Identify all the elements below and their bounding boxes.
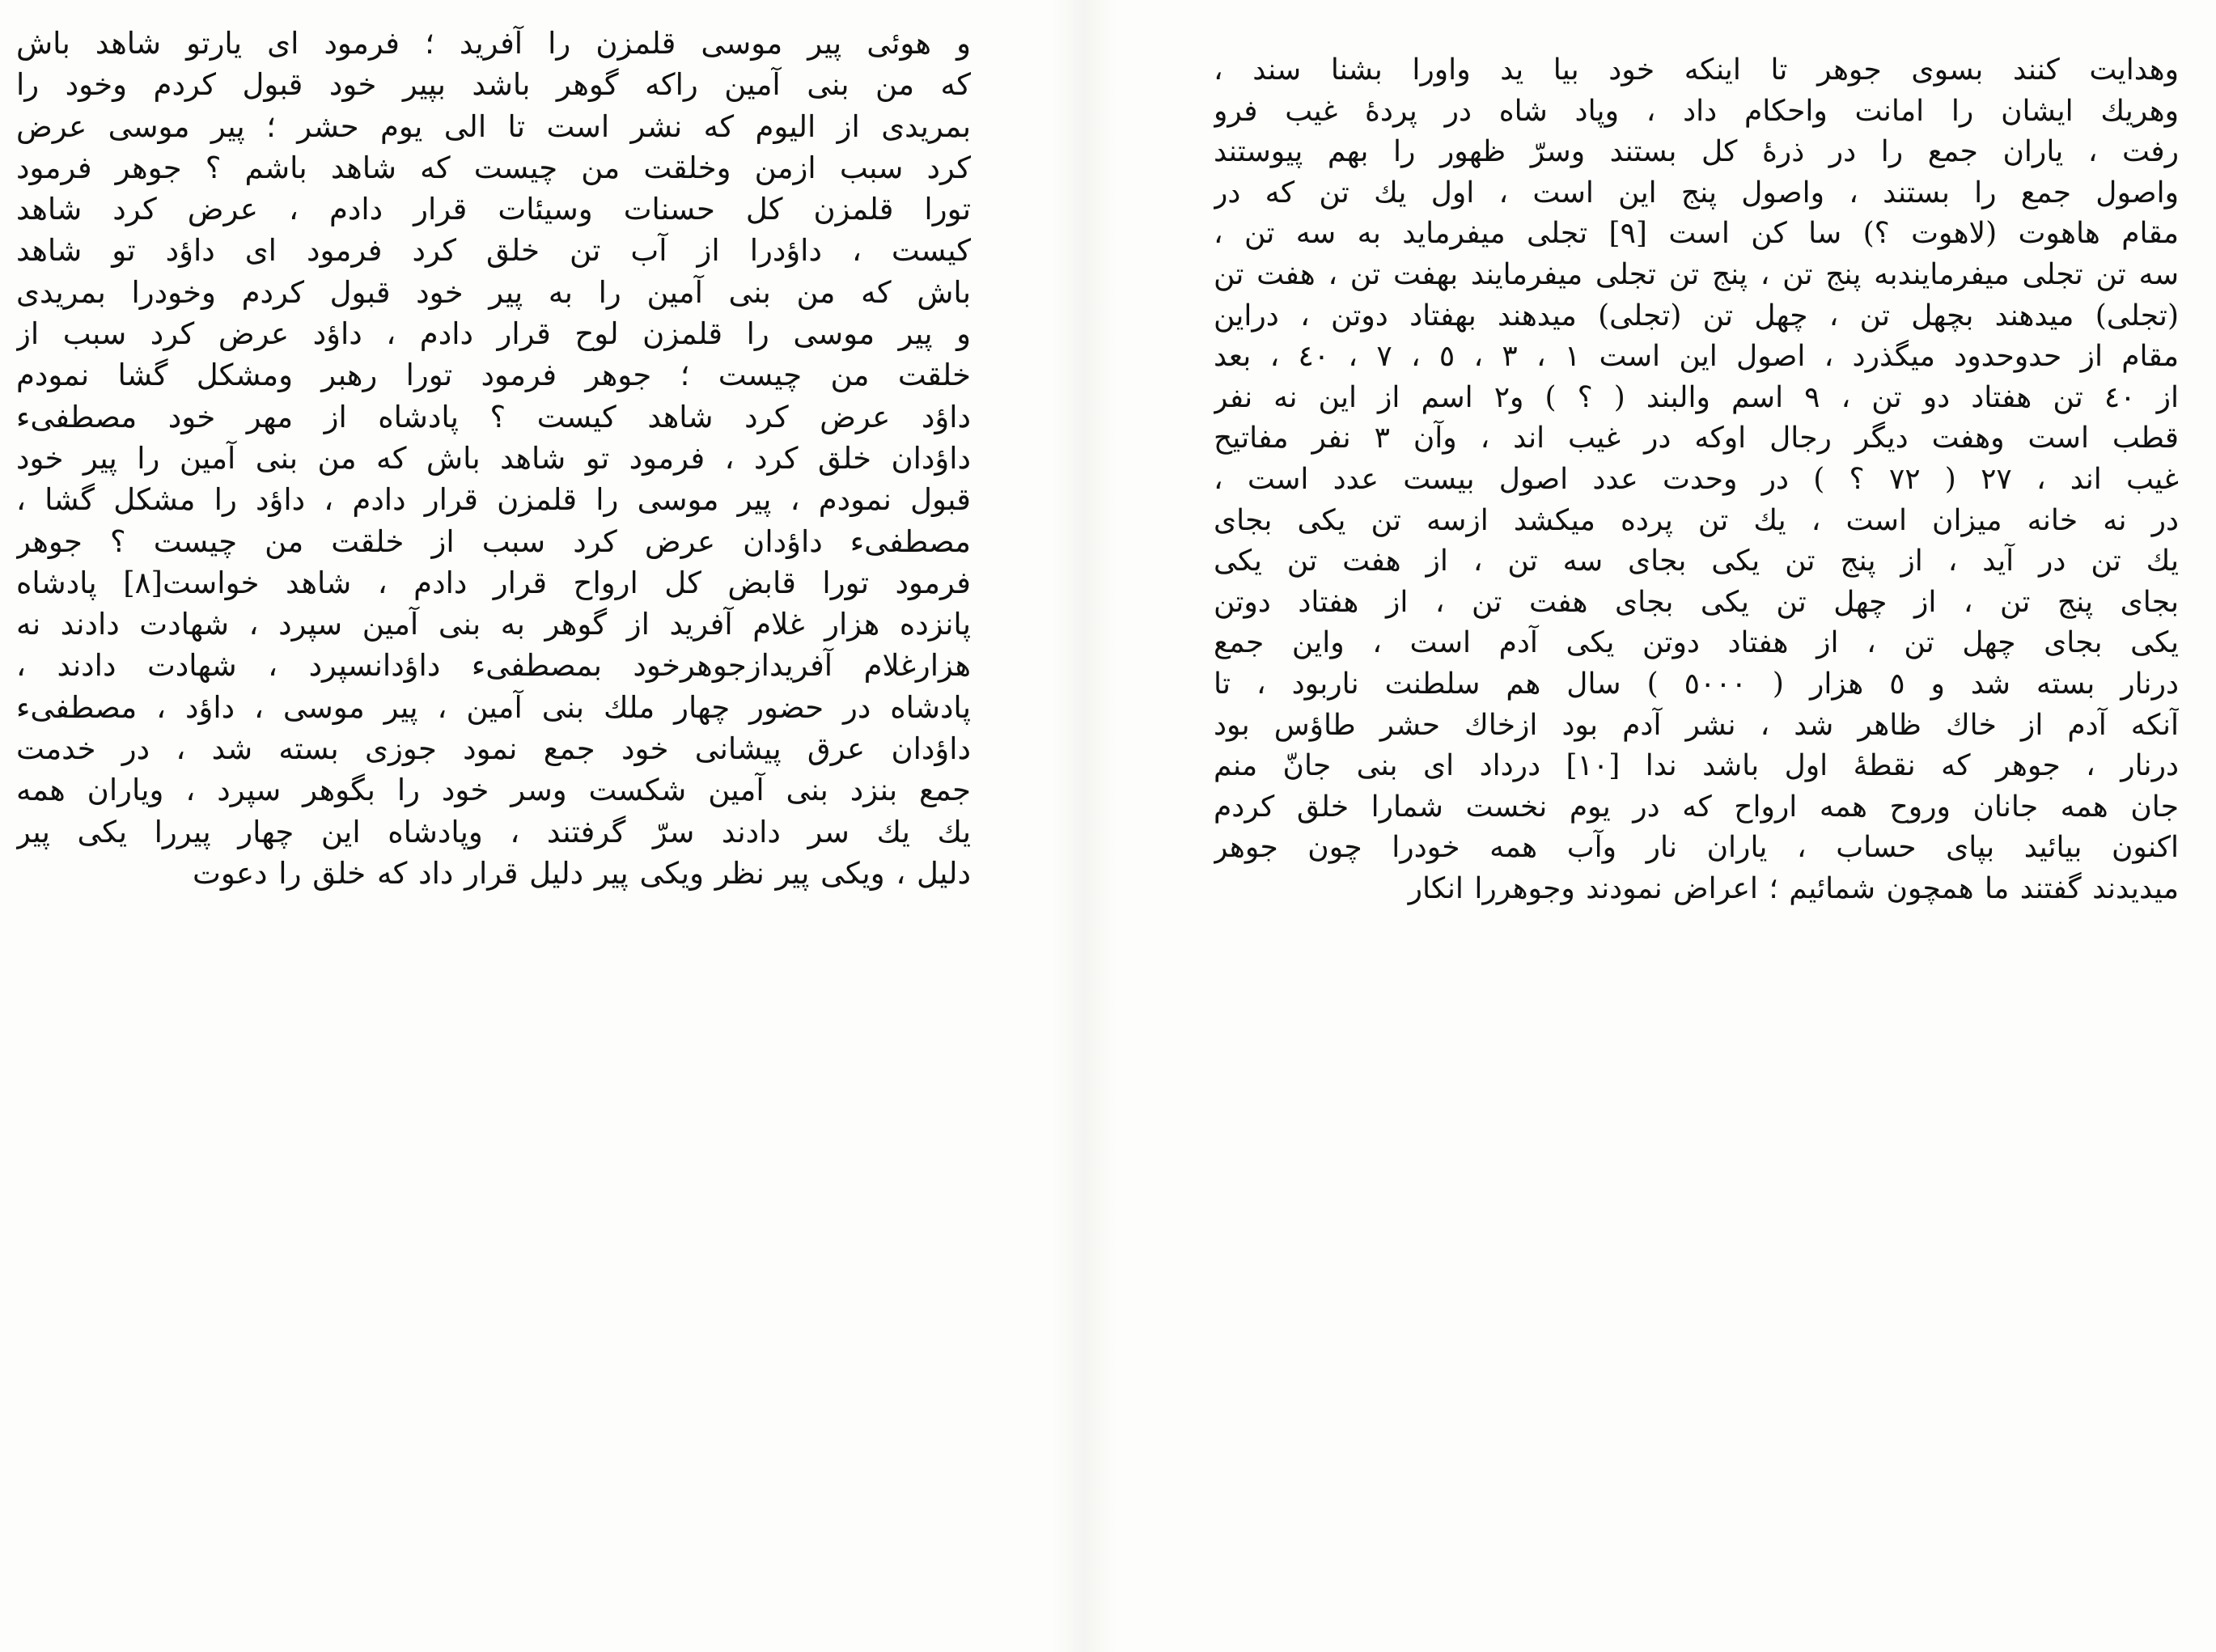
text-line: غيب اند ، ٢٧ ( ٧٢ ؟ ) در وحدت عدد اصول بيست عدد است ، [1214, 462, 2179, 496]
text-line: در نه خانه ميزان است ، يك تن پرده ميكشد ازسه تن يكى بجاى [1214, 503, 2179, 537]
text-line: پانزده هزار غلام آفريد از گوهر به بنى آمين سپرد ، شهادت دادند نه [16, 607, 971, 642]
text-line: وهريك ايشان را امانت واحكام داد ، وپاد شاه در پردهٔ غيب فرو [1214, 94, 2179, 128]
text-line: درنار ، جوهر كه نقطهٔ اول باشد ندا [١٠] درداد اى بنى جانّ منم [1214, 749, 2179, 783]
text-line: درنار بسته شد و ٥ هزار ( ٥٠٠٠ ) سال هم سلطنت ناربود ، تا [1214, 667, 2179, 701]
text-line: و هوئى پير موسى قلمزن را آفريد ؛ فرمود اى يارتو شاهد باش [16, 26, 971, 61]
text-line: ميديدند گفتند ما همچون شمائيم ؛ اعراض نمودند وجوهررا انكار [1408, 871, 2179, 905]
text-line: كيست ، داؤدرا از آب تن خلق كرد فرمود اى داؤد تو شاهد [16, 233, 971, 269]
text-line: وهدايت كنند بسوى جوهر تا اينكه خود بيا يد واورا بشنا سند ، [1214, 53, 2179, 87]
text-line: مقام از حدوحدود ميگذرد ، اصول اين است ١ ، ٣ ، ٥ ، ٧ ، ٤٠ ، بعد [1214, 340, 2179, 374]
text-line: مصطفىء داؤدان عرض كرد سبب از خلقت من چيست ؟ جوهر [16, 523, 971, 559]
text-line: كرد سبب ازمن وخلقت من چيست كه شاهد باشم ؟ جوهر فرمود [16, 150, 971, 185]
text-line: رفت ، ياران جمع را در ذرهٔ كل بستند وسرّ ظهور را بهم پيوستند [1214, 135, 2179, 169]
text-line: قبول نمودم ، پير موسى را قلمزن قرار دادم ، داؤد را مشكل گشا ، [16, 482, 971, 518]
text-line: اكنون بيائيد بپاى حساب ، ياران نار وآب همه خودرا چون جوهر [1214, 831, 2179, 865]
text-line: باش كه من بنى آمين را به پير خود قبول كردم وخودرا بمريدى [16, 274, 971, 310]
text-line: كه من بنى آمين راكه گوهر باشد بپير خود قبول كردم وخود را [16, 67, 971, 103]
text-line: قطب است وهفت ديگر رجال اوكه در غيب اند ، وآن ٣ نفر مفاتيح [1214, 421, 2179, 455]
text-line: داؤد عرض كرد شاهد كيست ؟ پادشاه از مهر خود مصطفىء [16, 399, 971, 434]
text-line: جمع بنزد بنى آمين شكست وسر خود را بگوهر سپرد ، وياران همه [16, 773, 971, 808]
left-page [0, 0, 1003, 1652]
text-line: سه تن تجلى ميفرمايندبه پنج تن ، پنج تن تجلى ميفرمايند بهفت تن ، هفت تن [1214, 257, 2179, 291]
text-line: از ٤٠ تن هفتاد دو تن ، ٩ اسم والبند ( ؟ ) و٢ اسم از اين نه نفر [1214, 380, 2179, 414]
text-line: هزارغلام آفريدازجوهرخود بمصطفىء داؤدانسپرد ، شهادت دادند ، [16, 648, 971, 684]
text-line: بجاى پنج تن ، از چهل تن يكى بجاى هفت تن ، از هفتاد دوتن [1214, 585, 2179, 619]
text-line: يك تن در آيد ، از پنج تن يكى بجاى سه تن ، از هفت تن يكى [1214, 544, 2179, 578]
text-line: آنكه آدم از خاك ظاهر شد ، نشر آدم بود ازخاك حشر طاؤس بود [1214, 708, 2179, 742]
text-line: داؤدان عرق پيشانى خود جمع نمود جوزى بسته شد ، در خدمت [16, 731, 971, 767]
text-line: خلقت من چيست ؛ جوهر فرمود تورا رهبر ومشكل گشا نمودم [16, 358, 971, 393]
text-line: پادشاه در حضور چهار ملك بنى آمين ، پير موسى ، داؤد ، مصطفىء [16, 689, 971, 725]
text-line: واصول جمع را بستند ، واصول پنج اين است ، اول يك تن كه در [1214, 176, 2179, 210]
text-line: مقام هاهوت (لاهوت ؟) سا كن است [٩] تجلى ميفرمايد به سه تن ، [1214, 217, 2179, 251]
text-line: تورا قلمزن كل حسنات وسيئات قرار دادم ، عرض كرد شاهد [16, 192, 971, 227]
text-line: يك يك سر دادند سرّ گرفتند ، وپادشاه اين چهار پيررا يكى پير [16, 814, 971, 849]
text-line: داؤدان خلق كرد ، فرمود تو شاهد باش كه من بنى آمين را پير خود [16, 440, 971, 476]
text-line: جان همه جانان وروح همه ارواح كه در يوم نخست شمارا خلق كردم [1214, 790, 2179, 824]
text-line: فرمود تورا قابض كل ارواح قرار دادم ، شاهد خواست[٨] پادشاه [16, 565, 971, 600]
text-line: و پير موسى را قلمزن لوح قرار دادم ، داؤد عرض كرد سبب از [16, 316, 971, 352]
text-line: بمريدى از اليوم كه نشر است تا الى يوم حشر ؛ پير موسى عرض [16, 108, 971, 144]
right-page [1165, 0, 2216, 1652]
text-line: دليل ، ويكى پير نظر ويكى پير دليل قرار داد كه خلق را دعوت [193, 855, 971, 891]
text-line: يكى بجاى چهل تن ، از هفتاد دوتن يكى آدم است ، واين جمع [1214, 626, 2179, 660]
text-line: (تجلى) ميدهند بچهل تن ، چهل تن (تجلى) ميدهند بهفتاد دوتن ، دراين [1214, 299, 2179, 333]
page-gutter [1052, 0, 1116, 1652]
